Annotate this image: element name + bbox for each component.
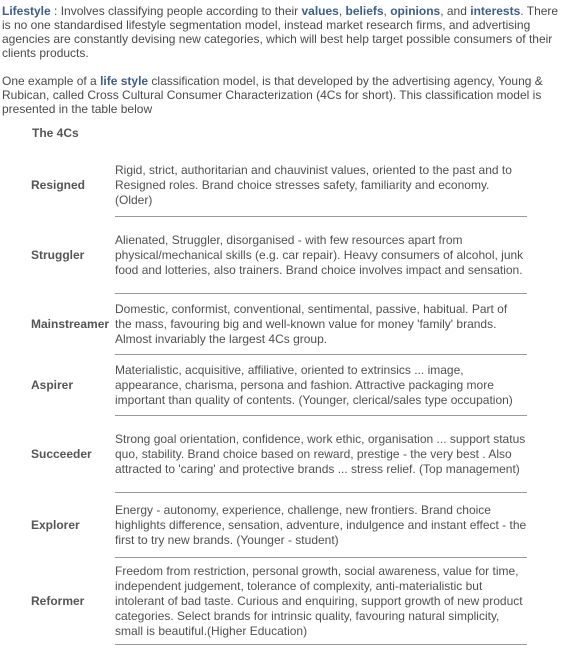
- row-label: Explorer: [31, 518, 80, 532]
- row-description: Materialistic, acquisitive, affiliative, oriented to extrinsics ... image, appearance, charisma, persona and fashion. Attractive packaging more important than quality of contents. (Younger, clerical/sales type occupation): [115, 362, 513, 407]
- intro-text: : Involves classifying people according to their: [50, 4, 302, 18]
- table-row: [31, 493, 527, 557]
- model-text: One example of a: [2, 74, 101, 88]
- table-row: [31, 355, 527, 415]
- life-style-link[interactable]: life style: [100, 74, 149, 88]
- intro-text: ,: [383, 4, 391, 18]
- table-header: The 4Cs: [32, 126, 79, 140]
- model-text: classification model, is that developed by the advertising agency, Young & Rubican, called Cross Cultural Consumer Characterization (4Cs for short). This classification model is presented in the table below: [2, 74, 543, 116]
- row-label: Struggler: [31, 248, 85, 262]
- table-row: [31, 154, 527, 216]
- row-label: Resigned: [31, 178, 86, 192]
- intro-paragraph: [2, 4, 568, 60]
- row-description: Strong goal orientation, confidence, work ethic, organisation ... support status quo, stability. Brand choice based on reward, prestige - the very best . Also attracted to 'caring' and protective brands ... stress relief. (Top management): [115, 431, 526, 476]
- table-row: [31, 294, 527, 354]
- 4cs-table: [31, 124, 527, 645]
- interests-link[interactable]: interests: [470, 4, 521, 18]
- model-paragraph: [2, 74, 568, 116]
- row-description: Domestic, conformist, conventional, sentimental, passive, habitual. Part of the mass, favouring big and well-known value for money 'family' brands. Almost invariably the largest 4Cs group.: [115, 301, 508, 346]
- opinions-link[interactable]: opinions: [390, 4, 441, 18]
- row-label: Reformer: [31, 594, 85, 608]
- row-description: Freedom from restriction, personal growth, social awareness, value for time, independent judgement, tolerance of complexity, anti-materialistic but intolerant of bad taste. Curious and enquiring, support growth of new product categories. Select brands for intrinsic quality, favouring natural simplicity, small is beautiful.(Higher Education): [115, 563, 523, 638]
- row-divider: [115, 644, 527, 645]
- values-link[interactable]: values: [301, 4, 339, 18]
- table-row: [31, 217, 527, 293]
- row-label: Mainstreamer: [31, 317, 110, 331]
- row-description: Energy - autonomy, experience, challenge, new frontiers. Brand choice highlights difference, sensation, adventure, indulgence and instant effect - the first to try new brands. (Younger - student): [115, 502, 527, 547]
- table-row: [31, 416, 527, 492]
- beliefs-link[interactable]: beliefs: [345, 4, 384, 18]
- intro-text: . There is no one standardised lifestyle segmentation model, instead market research firms, and advertising agencies are constantly devising new categories, which will best help target possible consumers of their clients products.: [2, 4, 559, 60]
- lifestyle-term: Lifestyle: [2, 4, 51, 18]
- row-label: Aspirer: [31, 378, 74, 392]
- row-label: Succeeder: [31, 447, 92, 461]
- row-description: Alienated, Struggler, disorganised - with few resources apart from physical/mechanical skills (e.g. car repair). Heavy consumers of alcohol, junk food and lotteries, also trainers. Brand choice involves impact and sensation.: [115, 232, 524, 277]
- intro-text: ,: [338, 4, 346, 18]
- row-description: Rigid, strict, authoritarian and chauvinist values, oriented to the past and to Resigned roles. Brand choice stresses safety, familiarity and economy. (Older): [115, 162, 512, 207]
- intro-text: , and: [440, 4, 471, 18]
- table-row: [31, 558, 527, 644]
